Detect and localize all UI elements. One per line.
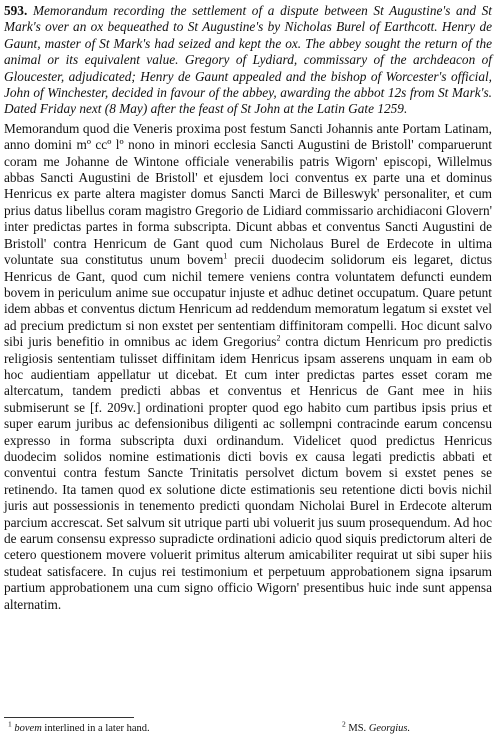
footnote-2-text: MS. [348, 723, 369, 734]
entry-number: 593. [4, 3, 28, 18]
latin-text [4, 121, 492, 613]
footnote-2 [342, 719, 411, 735]
footnote-1-italic: bovem [14, 723, 42, 734]
summary-text: Memorandum recording the settlement of a dispute between St Augustine's and St Mark's over an ox bequeathed to St Augustine's by Nicholas Burel of Earthcott. Henry de Gaunt, master of St Mark's had seized and kept the ox. The abbey sought the return of the animal or its equivalent value. Gregory of Lydiard, commissary of the archdeacon of Gloucester, adjudicated; Henry de Gaunt appealed and the bishop of Worcester's official, John of Winchester, decided in favour of the abbey, awarding the abbot 12s from St Mark's. Dated Friday next (8 May) after the feast of St John at the Latin Gate 1259. [4, 3, 492, 117]
footnote-2-italic: Georgius. [368, 723, 411, 734]
footnote-1-text: interlined in a later hand. [41, 723, 150, 734]
footnote-ref-1[interactable]: 1 [223, 251, 228, 261]
footnote-1-mark: 1 [8, 719, 12, 729]
entry-summary [4, 3, 492, 118]
footnote-1 [8, 719, 150, 735]
footnote-ref-2[interactable]: 2 [276, 333, 281, 343]
footnote-2-mark: 2 [342, 719, 346, 729]
latin-part-1: Memorandum quod die Veneris proxima post festum Sancti Johannis ante Portam Latinam, anno domini mº ccº lº nono in minori ecclesia Sancti Augustini de Bristoll' comparuerunt coram me Johanne de Wintone officiale venerabilis patris Wigorn' episcopi, Willelmus abbas Sancti Augustini de Bristoll' et ejusdem loci conventus ex parte una et dominus Henricus ex parte altera magister domus Sancti Marci de Billeswyk' personaliter, et cum prius datus libellus coram magistro Gregorio de Lidiard commissario archidiaconi Glovern' inter predictas partes in forma subscripta. Dicunt abbas et conventus Sancti Augustini de Bristoll' contra Henricum de Gant quod cum Nicholaus Burel de Erdecote in ultima voluntate sua constitutus unum bovem [4, 120, 492, 268]
latin-part-2: precii duodecim solidorum eis legaret, dictus Henricus de Gant, quod cum nichil temere veniens contra voluntatem defuncti eundem bovem in periculum anime sue occupatur injuste et adhuc detinet occupatum. Quare petunt idem abbas et conventus dictum Henricum ad reddendum memoratum legatum si exstet vel ad precium predictum si non exstet per sententiam diffinitoram compelli. Hoc dicunt salvo sibi juris benefitio in omnibus ac idem Gregorius [4, 252, 493, 350]
latin-part-3: contra dictum Henricum pro predictis religiosis sententiam tulisset diffinitam idem Henricus ipsam asserens unquam in eam ob hoc audientiam appellatur ut dicebat. Et cum inter predictas partes esset coram me altercatum, tandem predicti abbas et conventus et Henricus de Gant mee in hiis submiserunt se [f. 209v.] ordinationi propter quod ego habito cum partibus ipsis prius et super earum juribus ac defensionibus diligenti ac sollempni contracinde earum concensu expresso in forma subscripta duxi ordinandum. Videlicet quod predictus Henricus duodecim solidos nomine estimationis dicti bovis ex causa legati predictis abbati et conventui contra festum Sancte Trinitatis persolvet dictum bovem si exstet penes se retinendo. Ita tamen quod ex solutione dicte estimationis seu retentione dicti bovis nichil juris aut possessionis in tenemento predicti quondam Nicholai Burel in Erdecote alterum parcium accrescat. Set salvum sit utrique parti ubi voluerit jus suum prosequendum. Ad hoc de earum consensu expresso supradicte ordinationi adicio quod siquis predictorum alteri de cetero questionem movere voluerit primitus alterum amicabiliter requirat ut sibi super hiis studeat satisfacere. In cujus rei testimonium et perpetuum approbationem signa ipsarum partium approbationem una cum signo officio Wigorn' presentibus huic inde sunt appensa alternatim. [4, 334, 492, 612]
